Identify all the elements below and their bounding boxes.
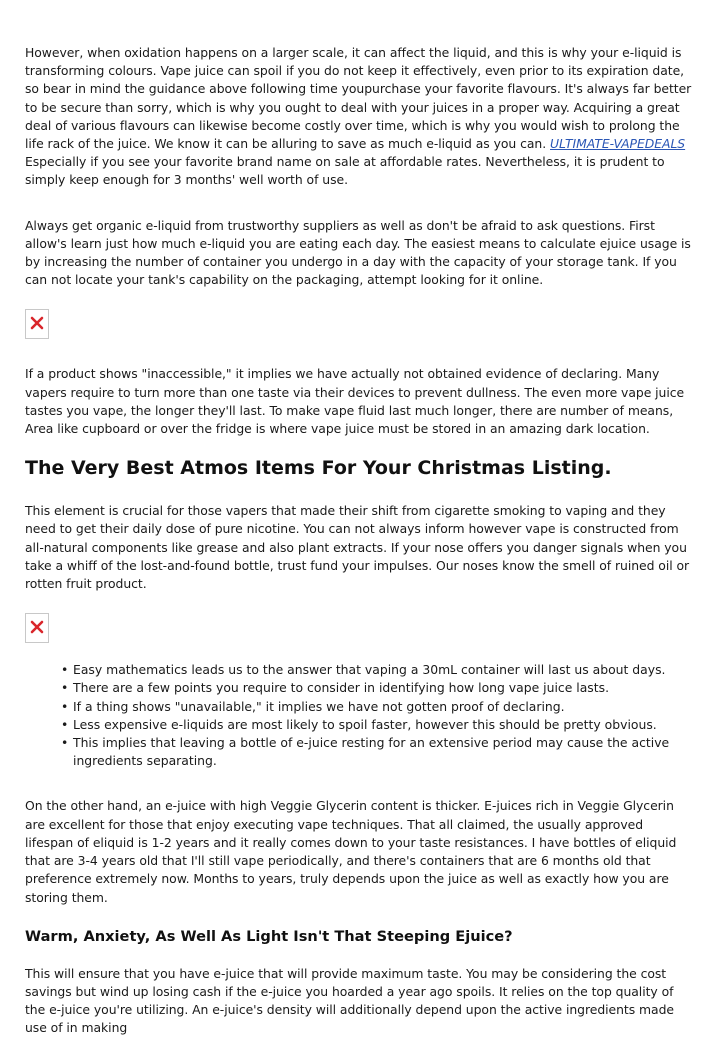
list-item-text: There are a few points you require to consider in identifying how long vape juice lasts. [73,680,610,696]
heading-warm-anxiety-light: Warm, Anxiety, As Well As Light Isn't That Steeping Ejuice? [25,927,513,945]
list-item [61,716,695,734]
close-icon [30,620,44,634]
list-item-text: Less expensive e-liquids are most likely to spoil faster, however this should be pretty obvious. [73,716,657,732]
paragraph-organic-eliquid: Always get organic e-liquid from trustworthy suppliers as well as don't be afraid to ask questions. First allow's learn just how much e-liquid you are eating each day. The easiest means to calculate ejuice usage is by increasing the number of container you undergo in a day with the capacity of your storage tank. If you can not locate your tank's capability on the packaging, attempt looking for it online. [25,217,691,288]
bullet-dot: • [61,735,69,751]
bullet-dot: • [61,662,69,678]
paragraph-oxidation [25,44,695,190]
paragraph-veggie-glycerin: On the other hand, an e-juice with high Veggie Glycerin content is thicker. E-juices rich in Veggie Glycerin are excellent for those that enjoy executing vape techniques. That all claimed, the usually approved lifespan of eliquid is 1-2 years and it really comes down to your taste resistances. I have bottles of eliquid that are 3-4 years old that I'll still vape periodically, and there's containers that are 6 months old that preference extremely now. Months to years, truly depends upon the juice as well as exactly how you are storing them. [25,798,677,905]
paragraph-vapers-shift: This element is crucial for those vapers that made their shift from cigarette smoking to vaping and they need to get their daily dose of pure nicotine. You can not always inform however vape is constructed from all-natural components like grease and also plant extracts. If your nose offers you danger signals when you take a whiff of the lost-and-found bottle, trust fund your impulses. Our noses know the smell of ruined oil or rotten fruit product. [25,503,690,592]
paragraph-inaccessible: If a product shows "inaccessible," it implies we have actually not obtained evidence of declaring. Many vapers require to turn more than one taste via their devices to prevent dullness. The even more vape juice tastes you vape, the longer they'll last. To make vape fluid last much longer, there are number of means, Area like cupboard or over the fridge is where vape juice must be stored in an amazing dark location. [25,366,685,437]
list-item-text: This implies that leaving a bottle of e-juice resting for an extensive period may cause the active ingredients separating. [73,735,670,769]
list-item-text: If a thing shows "unavailable," it implies we have not gotten proof of declaring. [73,698,565,714]
bullet-list [25,661,695,770]
bullet-dot: • [61,716,69,732]
list-item [61,734,695,770]
list-item [61,661,695,679]
bullet-dot: • [61,698,69,714]
broken-image-icon [25,309,49,339]
ultimate-vapedeals-link[interactable]: ULTIMATE-VAPEDEALS [550,136,686,152]
paragraph-text: However, when oxidation happens on a larger scale, it can affect the liquid, and this is why your e-liquid is transforming colours. Vape juice can spoil if you do not keep it effectively, even prior to its expiration date, so bear in mind the guidance above following time youpurchase your favorite flavours. It's always far better to be secure than sorry, which is why you ought to deal with your juices in a proper way. Acquiring a great deal of various flavours can likewise become costly over time, which is why you would wish to prolong the life rack of the juice. We know it can be alluring to save as much e-liquid as you can. [25,45,692,152]
list-item [61,679,695,697]
paragraph-maximum-taste: This will ensure that you have e-juice that will provide maximum taste. You may be considering the cost savings but wind up losing cash if the e-juice you hoarded a year ago spoils. It relies on the top quality of the e-juice you're utilizing. An e-juice's density will additionally depend upon the active ingredients made use of in making [25,965,674,1036]
heading-atmos-items: The Very Best Atmos Items For Your Christmas Listing. [25,457,612,480]
paragraph-text: Especially if you see your favorite brand name on sale at affordable rates. Nevertheless, it is prudent to simply keep enough for 3 months' well worth of use. [25,154,665,188]
list-item-text: Easy mathematics leads us to the answer that vaping a 30mL container will last us about days. [73,662,666,678]
bullet-dot: • [61,680,69,696]
broken-image-icon [25,613,49,643]
close-icon [30,316,44,330]
list-item [61,698,695,716]
